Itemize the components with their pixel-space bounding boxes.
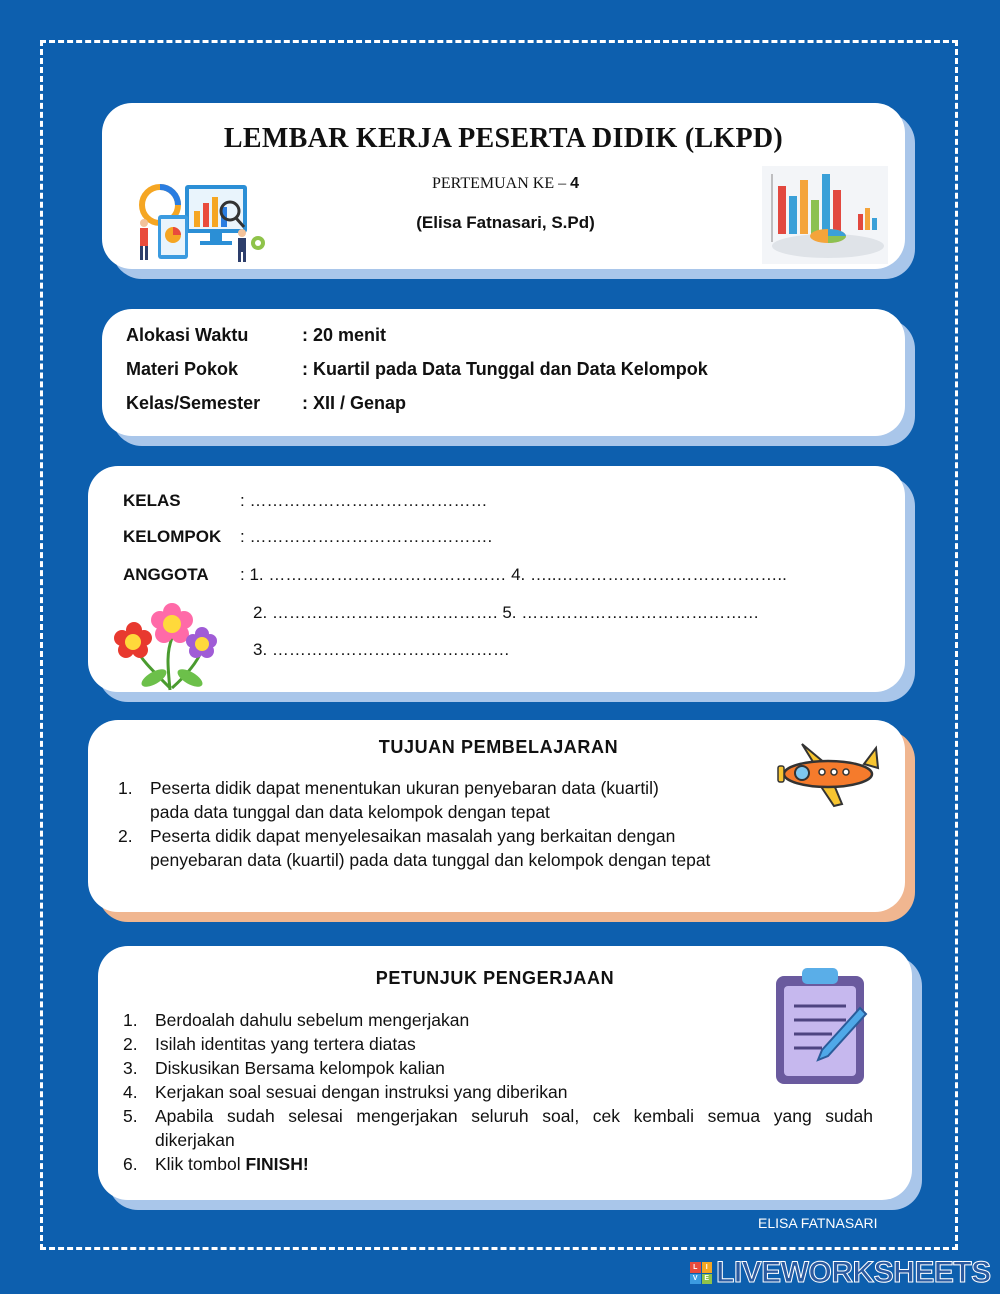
list-item — [118, 824, 710, 872]
anggota-field-row-3[interactable]: 3. …………………………………… — [253, 640, 510, 659]
info-value: : 20 menit — [302, 325, 387, 345]
liveworksheets-logo-icon — [690, 1262, 712, 1284]
page-title: LEMBAR KERJA PESERTA DIDIK (LKPD) — [223, 123, 784, 154]
logo-letter: V — [690, 1274, 701, 1285]
info-label: Materi Pokok — [126, 359, 239, 379]
bar-chart-illustration-icon — [762, 166, 888, 264]
list-number: 5. — [123, 1106, 138, 1126]
instructions-list — [123, 1008, 873, 1176]
data-analytics-illustration-icon — [130, 175, 270, 265]
info-row — [126, 393, 406, 414]
info-label: Alokasi Waktu — [126, 325, 249, 345]
list-text: Kerjakan soal sesuai dengan instruksi yang diberikan — [155, 1082, 568, 1102]
list-text: Diskusikan Bersama kelompok kalian — [155, 1058, 445, 1078]
list-number: 1. — [123, 1010, 138, 1030]
list-number: 1. — [118, 778, 133, 798]
info-row — [126, 325, 386, 346]
list-item — [123, 1152, 873, 1176]
list-number: 4. — [123, 1082, 138, 1102]
list-item — [118, 776, 710, 824]
info-value: : Kuartil pada Data Tunggal dan Data Kelompok — [302, 359, 708, 379]
kelompok-field[interactable]: : ……………………………………. — [240, 527, 493, 546]
info-row — [126, 359, 708, 380]
list-text: Peserta didik dapat menyelesaikan masalah yang berkaitan dengan — [150, 826, 676, 846]
info-label: Kelas/Semester — [126, 393, 261, 413]
list-number: 2. — [118, 826, 133, 846]
anggota-label: ANGGOTA — [123, 565, 209, 584]
clipboard-icon — [772, 964, 868, 1088]
instructions-title: PETUNJUK PENGERJAAN — [375, 968, 615, 988]
list-item — [123, 1032, 873, 1056]
kelas-field[interactable]: : …………………………………… — [240, 491, 488, 510]
list-number: 6. — [123, 1154, 138, 1174]
list-item — [123, 1080, 873, 1104]
instructions-card — [98, 946, 912, 1200]
list-text: pada data tunggal dan data kelompok dengan tepat — [150, 802, 550, 822]
flowers-icon — [110, 598, 228, 692]
meeting-number: 4 — [570, 175, 580, 192]
learning-objectives-card — [88, 720, 905, 912]
info-value: : XII / Genap — [302, 393, 407, 413]
kelompok-label: KELOMPOK — [123, 527, 222, 546]
logo-letter: E — [702, 1274, 713, 1285]
objectives-list — [118, 776, 710, 872]
list-text: Isilah identitas yang tertera diatas — [155, 1034, 416, 1054]
meeting-text: PERTEMUAN KE – — [431, 175, 567, 192]
kelas-label: KELAS — [123, 491, 181, 510]
liveworksheets-text: LIVEWORKSHEETS — [716, 1256, 991, 1289]
identity-card — [88, 466, 905, 692]
header-card — [102, 103, 905, 269]
list-text: dikerjakan — [155, 1130, 235, 1150]
logo-letter: L — [690, 1262, 701, 1273]
footer-author: ELISA FATNASARI — [758, 1215, 878, 1231]
airplane-icon — [772, 740, 880, 808]
author-name: (Elisa Fatnasari, S.Pd) — [416, 213, 595, 232]
finish-button-label: FINISH! — [245, 1154, 309, 1174]
list-text: Apabila sudah selesai mengerjakan seluruh soal, cek kembali semua yang sudah — [155, 1106, 873, 1126]
objectives-title: TUJUAN PEMBELAJARAN — [378, 737, 619, 757]
list-text: Peserta didik dapat menentukan ukuran penyebaran data (kuartil) — [150, 778, 659, 798]
anggota-field-row-2[interactable]: 2. …………………………………. 5. …………………………………… — [253, 603, 760, 622]
list-item — [123, 1104, 873, 1152]
logo-letter: I — [702, 1262, 713, 1273]
list-item — [123, 1056, 873, 1080]
list-item — [123, 1008, 873, 1032]
list-text: penyebaran data (kuartil) pada data tunggal dan kelompok dengan tepat — [150, 850, 711, 870]
list-text: Klik tombol — [155, 1154, 241, 1174]
anggota-field-row-1[interactable]: : 1. …………………………………… 4. …..………………………………….. — [240, 565, 787, 584]
info-card — [102, 309, 905, 436]
list-text: Berdoalah dahulu sebelum mengerjakan — [155, 1010, 470, 1030]
liveworksheets-brand — [690, 1256, 991, 1290]
list-number: 3. — [123, 1058, 138, 1078]
list-number: 2. — [123, 1034, 138, 1054]
